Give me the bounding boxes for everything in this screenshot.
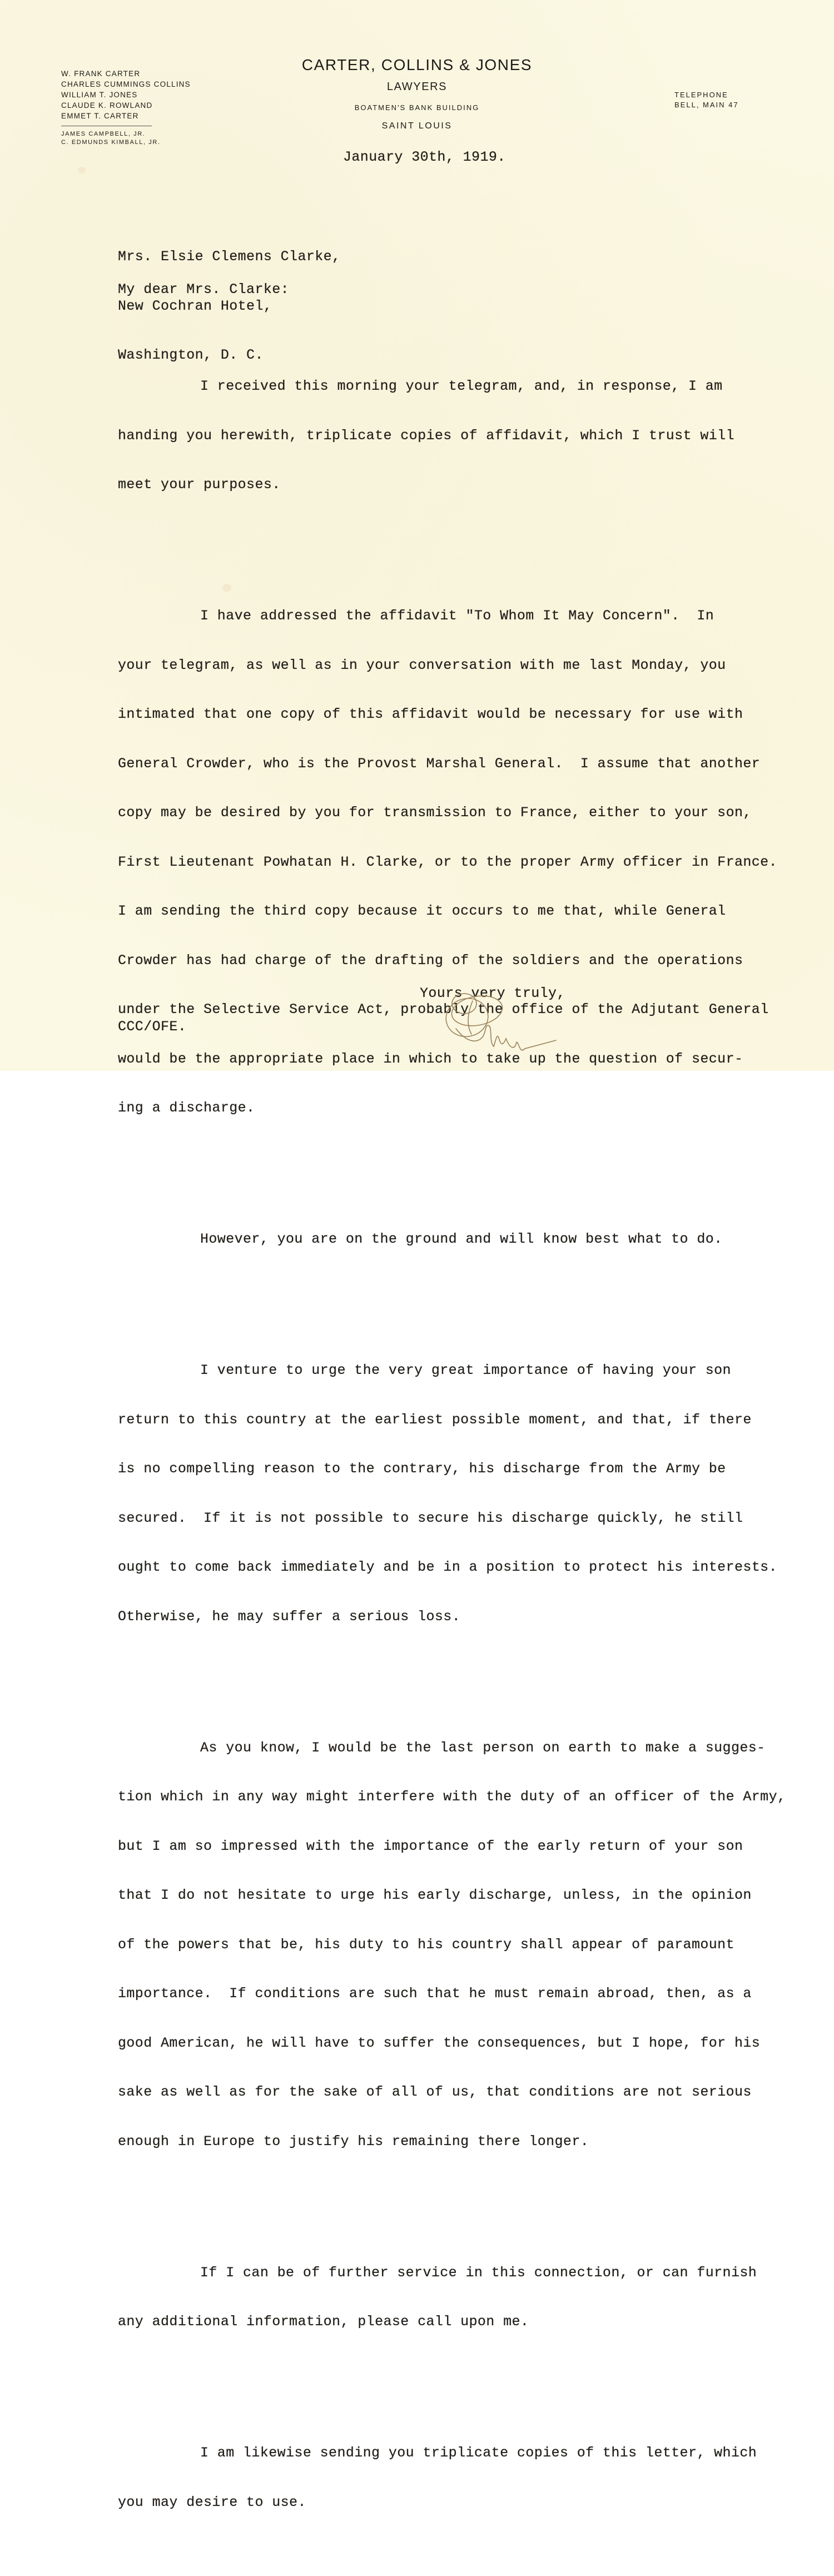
text-line: importance. If conditions are such that he must remain abroad, then, as a [118,1986,752,2002]
text-line: ing a discharge. [118,1100,255,1116]
text-line: good American, he will have to suffer the consequences, but I hope, for his [118,2034,761,2051]
signature-loop [441,994,492,1041]
text-line: that I do not hesitate to urge his early discharge, unless, in the opinion [118,1887,752,1903]
typist-initials: CCC/OFE. [118,1019,187,1035]
text-line: handing you herewith, triplicate copies of affidavit, which I trust will [118,427,734,444]
firm-name: CARTER, COLLINS & JONES [301,56,533,73]
text-line: If I can be of further service in this connection, or can furnish [200,2264,757,2281]
text-line: I have addressed the affidavit "To Whom It May Concern". In [200,608,714,624]
paragraph [118,2232,786,2363]
text-line: any additional information, please call upon me. [118,2314,529,2330]
associate-name: C. EDMUNDS KIMBALL, JR. [61,139,161,146]
signature-stroke [456,1025,556,1050]
text-line: copy may be desired by you for transmission to France, either to your son, [118,805,752,821]
complimentary-close: Yours very truly, [420,985,565,1001]
address-line: Washington, D. C. [118,347,264,363]
paragraph [118,1329,786,1657]
text-line: However, you are on the ground and will know best what to do. [200,1231,723,1247]
telephone-label: TELEPHONE [674,91,728,99]
partners-list [61,68,191,147]
text-line: your telegram, as well as in your conversation with me last Monday, you [118,657,726,673]
associate-name: JAMES CAMPBELL, JR. [61,131,146,137]
signature-stroke [468,1001,473,1034]
text-line: but I am so impressed with the importance of the early return of your son [118,1838,743,1854]
address-line: Mrs. Elsie Clemens Clarke, [118,249,341,265]
letter-date: January 30th, 1919. [343,149,506,165]
paragraph [118,345,786,526]
text-line: under the Selective Service Act, probably the office of the Adjutant General [118,1001,769,1018]
text-line: Otherwise, he may suffer a serious loss. [118,1608,461,1625]
partner-name: WILLIAM T. JONES [61,91,138,99]
firm-city: SAINT LOUIS [381,121,453,131]
text-line: As you know, I would be the last person on earth to make a sugges- [200,1739,766,1756]
text-line: is no compelling reason to the contrary, his discharge from the Army be [118,1461,726,1477]
signature-loop [452,994,476,1014]
partner-name: CHARLES CUMMINGS COLLINS [61,80,191,88]
text-line: enough in Europe to justify his remaining there longer. [118,2133,589,2150]
paper-stain [78,167,86,173]
telephone-block [674,90,739,110]
partner-name: W. FRANK CARTER [61,70,141,78]
handwritten-signature [434,984,562,1068]
partner-name: EMMET T. CARTER [61,112,139,120]
text-line: First Lieutenant Powhatan H. Clarke, or to the proper Army officer in France. [118,853,777,870]
text-line: I am likewise sending you triplicate copies of this letter, which [200,2445,757,2461]
text-line: tion which in any way might interfere with the duty of an officer of the Army, [118,1789,786,1805]
text-line: I am sending the third copy because it occurs to me that, while General [118,903,726,919]
salutation: My dear Mrs. Clarke: [118,281,290,297]
paragraph [118,2412,786,2543]
firm-profession: LAWYERS [386,81,448,93]
firm-building: BOATMEN'S BANK BUILDING [354,103,480,112]
text-line: would be the appropriate place in which to take up the question of secur- [118,1050,743,1067]
address-line: New Cochran Hotel, [118,297,272,314]
text-line: ought to come back immediately and be in a position to protect his interests. [118,1559,777,1575]
text-line: of the powers that be, his duty to his country shall appear of paramount [118,1936,734,1953]
text-line: I received this morning your telegram, and, in response, I am [200,378,723,394]
paragraph [118,1707,786,2183]
partner-name: CLAUDE K. ROWLAND [61,101,153,110]
text-line: Crowder has had charge of the drafting of the soldiers and the operations [118,952,743,969]
text-line: you may desire to use. [118,2494,306,2510]
telephone-number: BELL, MAIN 47 [674,101,739,109]
text-line: General Crowder, who is the Provost Marshal General. I assume that another [118,755,761,772]
text-line: return to this country at the earliest possible moment, and that, if there [118,1411,752,1428]
text-line: intimated that one copy of this affidavit would be necessary for use with [118,706,743,722]
text-line: meet your purposes. [118,477,281,493]
text-line: I venture to urge the very great importance of having your son [200,1362,731,1378]
text-line: sake as well as for the sake of all of us, that conditions are not serious [118,2084,752,2100]
text-line: secured. If it is not possible to secure his discharge quickly, he still [118,1510,743,1526]
letter-body [118,312,786,2576]
signature-loop [449,992,505,1029]
paragraph [118,1198,786,1280]
